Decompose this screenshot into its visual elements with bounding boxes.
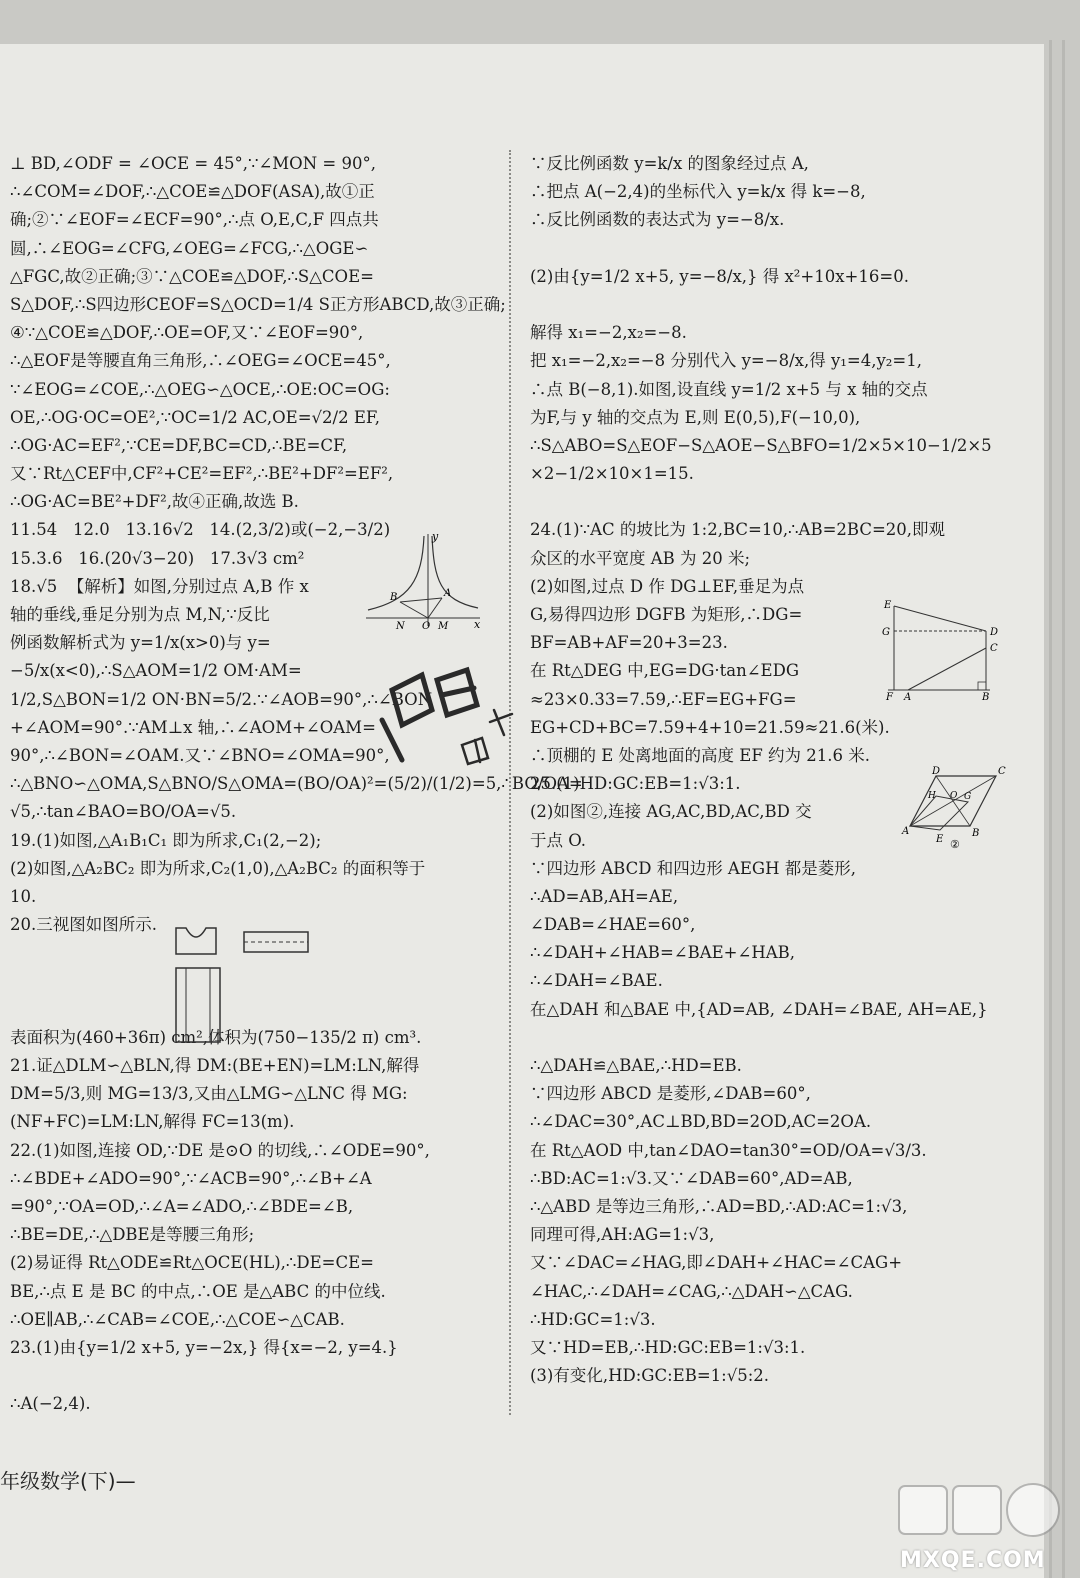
right-column-line [530, 235, 1035, 263]
left-column-line: 23.(1)由{y=1/2 x+5, y=−2x,} 得{x=−2, y=4.} [10, 1337, 398, 1357]
right-column-line: 在 Rt△DEG 中,EG=DG·tan∠EDG [530, 661, 800, 681]
label-y: y [432, 530, 439, 543]
right-column-line: ∴BD:AC=1:√3.又∵∠DAB=60°,AD=AB, [530, 1168, 853, 1188]
right-column-line: ∵反比例函数 y=k/x 的图象经过点 A, [530, 154, 809, 173]
label-b: B [390, 592, 398, 603]
right-column-line [530, 291, 1035, 319]
right-column-line: (3)有变化,HD:GC:EB=1:√5:2. [530, 1366, 770, 1386]
label-c: C [998, 766, 1006, 777]
label-a: A [444, 588, 452, 599]
left-column-line: 90°,∴∠BON=∠OAM.又∵∠BNO=∠OMA=90°, [10, 745, 390, 765]
left-column-line: =90°,∵OA=OD,∴∠A=∠ADO,∴∠BDE=∠B, [10, 1196, 354, 1216]
left-column-line: BE,∴点 E 是 BC 的中点,∴OE 是△ABC 的中位线. [10, 1281, 386, 1301]
right-column-line: ∵四边形 ABCD 和四边形 AEGH 都是菱形, [530, 858, 856, 878]
right-column-line: 又∵∠DAC=∠HAG,即∠DAH+∠HAC=∠CAG+ [530, 1253, 903, 1273]
left-column-line: 11.54 12.0 13.16√2 14.(2,3/2)或(−2,−3/2) [10, 520, 391, 540]
figure-number: ② [950, 838, 960, 851]
right-column-line: 在 Rt△AOD 中,tan∠DAO=tan30°=OD/OA=√3/3. [530, 1140, 927, 1160]
left-column-line: (2)易证得 Rt△ODE≌Rt△OCE(HL),∴DE=CE= [10, 1253, 374, 1273]
right-column-line: 把 x₁=−2,x₂=−8 分别代入 y=−8/x,得 y₁=4,y₂=1, [530, 351, 922, 371]
rhombus-figure [900, 764, 1010, 854]
left-column-line: 15.3.6 16.(20√3−20) 17.3√3 cm² [10, 548, 305, 568]
label-o: O [422, 621, 431, 630]
left-column-line: DM=5/3,则 MG=13/3,又由△LMG∽△LNC 得 MG: [10, 1084, 408, 1104]
left-column-line: 圆,∴∠EOG=∠CFG,∠OEG=∠FCG,∴△OGE∽ [10, 238, 369, 258]
left-column-line: ∴OE∥AB,∴∠CAB=∠COE,∴△COE∽△CAB. [10, 1309, 345, 1329]
left-column-line: ∴OG·AC=BE²+DF²,故④正确,故选 B. [10, 492, 299, 512]
label-a: A [902, 826, 910, 837]
right-column-line: 同理可得,AH:AG=1:√3, [530, 1225, 715, 1245]
label-n: N [396, 621, 405, 630]
left-column-line: 20.三视图如图所示. [10, 915, 157, 935]
left-column-line: −5/x(x<0),∴S△AOM=1/2 OM·AM= [10, 661, 302, 681]
three-views-figure [174, 926, 314, 1046]
slope-ac [908, 648, 986, 690]
left-column-line: ∴∠COM=∠DOF,∴△COE≌△DOF(ASA),故①正 [10, 182, 375, 202]
label-o: O [950, 791, 958, 801]
right-column-line: ∴反比例函数的表达式为 y=−8/x. [530, 210, 785, 230]
right-column-line: ∴点 B(−8,1).如图,设直线 y=1/2 x+5 与 x 轴的交点 [530, 379, 928, 399]
left-column-line: △FGC,故②正确;③∵△COE≌△DOF,∴S△COE= [10, 266, 374, 286]
rhombus-aegh [910, 796, 968, 830]
right-column-line: ∠HAC,∴∠DAH=∠CAG,∴△DAH∽△CAG. [530, 1281, 853, 1301]
right-column-line: ∠DAB=∠HAE=60°, [530, 915, 696, 935]
left-column-line: 22.(1)如图,连接 OD,∵DE 是⊙O 的切线,∴∠ODE=90°, [10, 1140, 430, 1160]
right-column-line: ∴∠DAH=∠BAE. [530, 971, 663, 991]
left-column-line: (2)如图,△A₂BC₂ 即为所求,C₂(1,0),△A₂BC₂ 的面积等于 [10, 858, 426, 878]
left-column-line: 1/2,S△BON=1/2 ON·BN=5/2.∵∠AOB=90°,∴∠BON [10, 689, 433, 709]
right-column-line: ∴AD=AB,AH=AE, [530, 886, 679, 906]
right-column-line: ∴∠DAC=30°,AC⊥BD,BD=2OD,AC=2OA. [530, 1112, 872, 1132]
left-column-line: OE,∴OG·OC=OE²,∵OC=1/2 AC,OE=√2/2 EF, [10, 407, 381, 427]
footer-label: 年级数学(下)— [0, 1469, 136, 1493]
label-a: A [904, 692, 912, 703]
label-d: D [932, 766, 941, 777]
right-column-line [530, 1024, 1035, 1052]
label-h: H [928, 791, 936, 801]
right-column-line: ∴把点 A(−2,4)的坐标代入 y=k/x 得 k=−8, [530, 182, 866, 202]
left-column-line: +∠AOM=90°.∵AM⊥x 轴,∴∠AOM+∠OAM= [10, 717, 376, 737]
left-column-line [10, 1362, 502, 1390]
label-c: C [990, 643, 998, 654]
label-e: E [884, 600, 892, 611]
left-column-line: 又∵Rt△CEF中,CF²+CE²=EF²,∴BE²+DF²=EF², [10, 464, 394, 484]
label-g: G [882, 627, 890, 638]
left-column-line: √5,∴tan∠BAO=BO/OA=√5. [10, 802, 237, 822]
right-column-line: ≈23×0.33=7.59,∴EF=EG+FG= [530, 689, 797, 709]
right-column-line: ∴HD:GC=1:√3. [530, 1309, 656, 1329]
right-column-line: 24.(1)∵AC 的坡比为 1:2,BC=10,∴AB=2BC=20,即观 [530, 520, 946, 540]
top-view [176, 968, 220, 1042]
right-column-line: EG+CD+BC=7.59+4+10=21.59≈21.6(米). [530, 717, 890, 737]
left-column-line: ∴OG·AC=EF²,∵CE=DF,BC=CD,∴BE=CF, [10, 435, 348, 455]
right-column-line: 又∵HD=EB,∴HD:GC:EB=1:√3:1. [530, 1337, 806, 1357]
right-column-line [530, 488, 1035, 516]
left-column-line: ∴A(−2,4). [10, 1394, 91, 1414]
segment-ab [400, 598, 442, 602]
page-edge [1049, 40, 1052, 1578]
left-column-line: S△DOF,∴S四边形CEOF=S△OCD=1/4 S正方形ABCD,故③正确; [10, 294, 506, 314]
left-column-line: 例函数解析式为 y=1/x(x>0)与 y= [10, 633, 271, 653]
watermark-url: MXQE.COM [900, 1548, 1046, 1573]
hyperbola-graph-figure [360, 530, 485, 630]
right-column-line: 众区的水平宽度 AB 为 20 米; [530, 548, 751, 568]
roof-ed [894, 606, 986, 631]
left-column-line: 18.√5 【解析】如图,分别过点 A,B 作 x [10, 576, 309, 596]
label-f: F [886, 692, 893, 703]
right-column-line: 解得 x₁=−2,x₂=−8. [530, 323, 687, 343]
left-column-line: ④∵△COE≌△DOF,∴OE=OF,又∵∠EOF=90°, [10, 323, 364, 343]
left-column-line: ∴△BNO∽△OMA,S△BNO/S△OMA=(BO/OA)²=(5/2)/(1/2)=5,∴BO/OA= [10, 774, 583, 794]
right-angle-mark [978, 682, 986, 690]
right-column-line: (2)如图②,连接 AG,AC,BD,AC,BD 交 [530, 802, 812, 822]
left-column-line: ∴BE=DE,∴△DBE是等腰三角形; [10, 1225, 255, 1245]
left-column-line: 10. [10, 886, 37, 906]
left-column-line: ∴∠BDE+∠ADO=90°,∵∠ACB=90°,∴∠B+∠A [10, 1168, 372, 1188]
label-x: x [474, 618, 481, 630]
label-e: E [936, 834, 944, 845]
left-column-line: 21.证△DLM∽△BLN,得 DM:(BE+EN)=LM:LN,解得 [10, 1056, 420, 1075]
label-g: G [964, 792, 972, 802]
right-column-line: ∵四边形 ABCD 是菱形,∠DAB=60°, [530, 1084, 811, 1104]
right-column-line: 在△DAH 和△BAE 中,{AD=AB, ∠DAH=∠BAE, AH=AE,} [530, 999, 988, 1019]
right-column-line: ∴△DAH≌△BAE,∴HD=EB. [530, 1056, 742, 1075]
left-column-line: ∵∠EOG=∠COE,∴△OEG∽△OCE,∴OE:OC=OG: [10, 379, 390, 399]
left-column-line: 表面积为(460+36π) cm²,体积为(750−135/2 π) cm³. [10, 1027, 422, 1047]
segment-oa [428, 598, 442, 618]
grandstand-figure [878, 598, 1008, 703]
page-edge [1062, 40, 1065, 1578]
right-column-line: (2)如图,过点 D 作 DG⊥EF,垂足为点 [530, 576, 805, 596]
right-column-line: 25.(1)HD:GC:EB=1:√3:1. [530, 774, 741, 794]
right-column-line: ∴△ABD 是等边三角形,∴AD=BD,∴AD:AC=1:√3, [530, 1196, 908, 1216]
left-column-line: 轴的垂线,垂足分别为点 M,N,∵反比 [10, 605, 270, 624]
right-column-line: 于点 O. [530, 830, 587, 850]
right-column-line: ∴S△ABO=S△EOF−S△AOE−S△BFO=1/2×5×10−1/2×5 [530, 435, 992, 455]
left-column-line: 确;②∵∠EOF=∠ECF=90°,∴点 O,E,C,F 四点共 [10, 210, 379, 230]
label-b: B [982, 692, 990, 703]
left-column-line: 19.(1)如图,△A₁B₁C₁ 即为所求,C₁(2,−2); [10, 830, 322, 850]
right-column-line: ∴∠DAH+∠HAB=∠BAE+∠HAB, [530, 943, 795, 963]
right-column-line: 为F,与 y 轴的交点为 E,则 E(0,5),F(−10,0), [530, 407, 861, 427]
right-column-line: BF=AB+AF=20+3=23. [530, 633, 728, 653]
label-m: M [438, 621, 449, 630]
label-b: B [972, 828, 980, 839]
front-view [176, 928, 216, 954]
segment-bo [400, 602, 428, 618]
right-column-line: (2)由{y=1/2 x+5, y=−8/x,} 得 x²+10x+16=0. [530, 266, 909, 286]
right-column-line: ∴顶棚的 E 处离地面的高度 EF 约为 21.6 米. [530, 745, 870, 765]
hyperbola-branch-right [432, 536, 478, 608]
left-column-line: (NF+FC)=LM:LN,解得 FC=13(m). [10, 1112, 295, 1132]
right-column-line: G,易得四边形 DGFB 为矩形,∴DG= [530, 605, 803, 624]
left-column-line: ∴△EOF是等腰直角三角形,∴∠OEG=∠OCE=45°, [10, 351, 391, 371]
left-column-line: ⊥ BD,∠ODF = ∠OCE = 45°,∵∠MON = 90°, [10, 154, 376, 173]
right-column-line: ×2−1/2×10×1=15. [530, 464, 694, 484]
handwritten-stamp [362, 650, 532, 800]
label-d: D [990, 627, 999, 638]
